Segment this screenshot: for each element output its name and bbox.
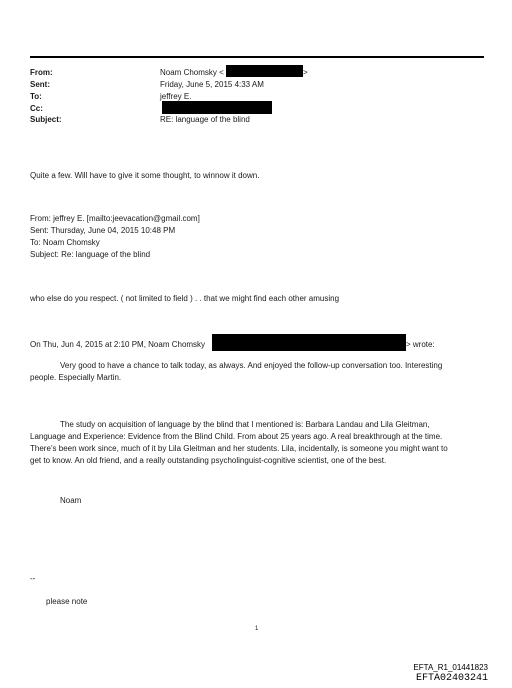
para2-line4: get to know. An old friend, and a really outstanding psycholinguist-cognitive scientist, one of the best. — [30, 456, 387, 465]
bates-number-2: EFTA02403241 — [415, 673, 488, 684]
quoted-subject: Subject: Re: language of the blind — [30, 250, 151, 259]
para1-line1: Very good to have a chance to talk today, as always. And enjoyed the follow-up conversation too. Interesting — [60, 361, 443, 370]
redaction-wrote-email — [212, 334, 406, 351]
subject-value: RE: language of the blind — [160, 115, 250, 124]
para2-line1: The study on acquisition of language by the blind that I mentioned is: Barbara Landau and Lila Gleitman, — [60, 420, 430, 429]
question-text: who else do you respect. ( not limited to field ) . . that we might find each other amusing — [30, 294, 340, 303]
from-value: Noam Chomsky < — [160, 68, 224, 77]
para1-line2: people. Especially Martin. — [30, 373, 122, 382]
quoted-sent: Sent: Thursday, June 04, 2015 10:48 PM — [30, 226, 176, 235]
para2-line3: There’s been work since, much of it by Lila Gleitman and her students. Lila, incidentally, is someone you might want to — [30, 444, 448, 453]
para2-line2: Language and Experience: Evidence from the Blind Child. From about 25 years ago. A real breakthrough at the time. — [30, 432, 443, 441]
please-note: please note — [46, 597, 88, 606]
signature: Noam — [60, 496, 82, 505]
redaction-from-email — [226, 65, 303, 77]
quoted-from: From: jeffrey E. [mailto:jeevacation@gmail.com] — [30, 214, 200, 223]
sent-label: Sent: — [30, 80, 50, 89]
cc-label: Cc: — [30, 104, 43, 113]
to-label: To: — [30, 92, 42, 101]
from-label: From: — [30, 68, 53, 77]
reply-text: Quite a few. Will have to give it some thought, to winnow it down. — [30, 171, 260, 180]
separator: -- — [30, 574, 36, 583]
subject-label: Subject: — [30, 115, 62, 124]
bates-number-1: EFTA_R1_01441823 — [413, 663, 488, 672]
wrote-prefix: On Thu, Jun 4, 2015 at 2:10 PM, Noam Chomsky — [30, 340, 206, 349]
redaction-cc — [162, 101, 272, 114]
from-value-tail: > — [303, 68, 308, 77]
wrote-suffix: > wrote: — [406, 340, 435, 349]
quoted-to: To: Noam Chomsky — [30, 238, 100, 247]
sent-value: Friday, June 5, 2015 4:33 AM — [160, 80, 264, 89]
header-rule — [30, 56, 484, 58]
to-value: jeffrey E. — [160, 92, 192, 101]
page-number: 1 — [255, 626, 259, 632]
